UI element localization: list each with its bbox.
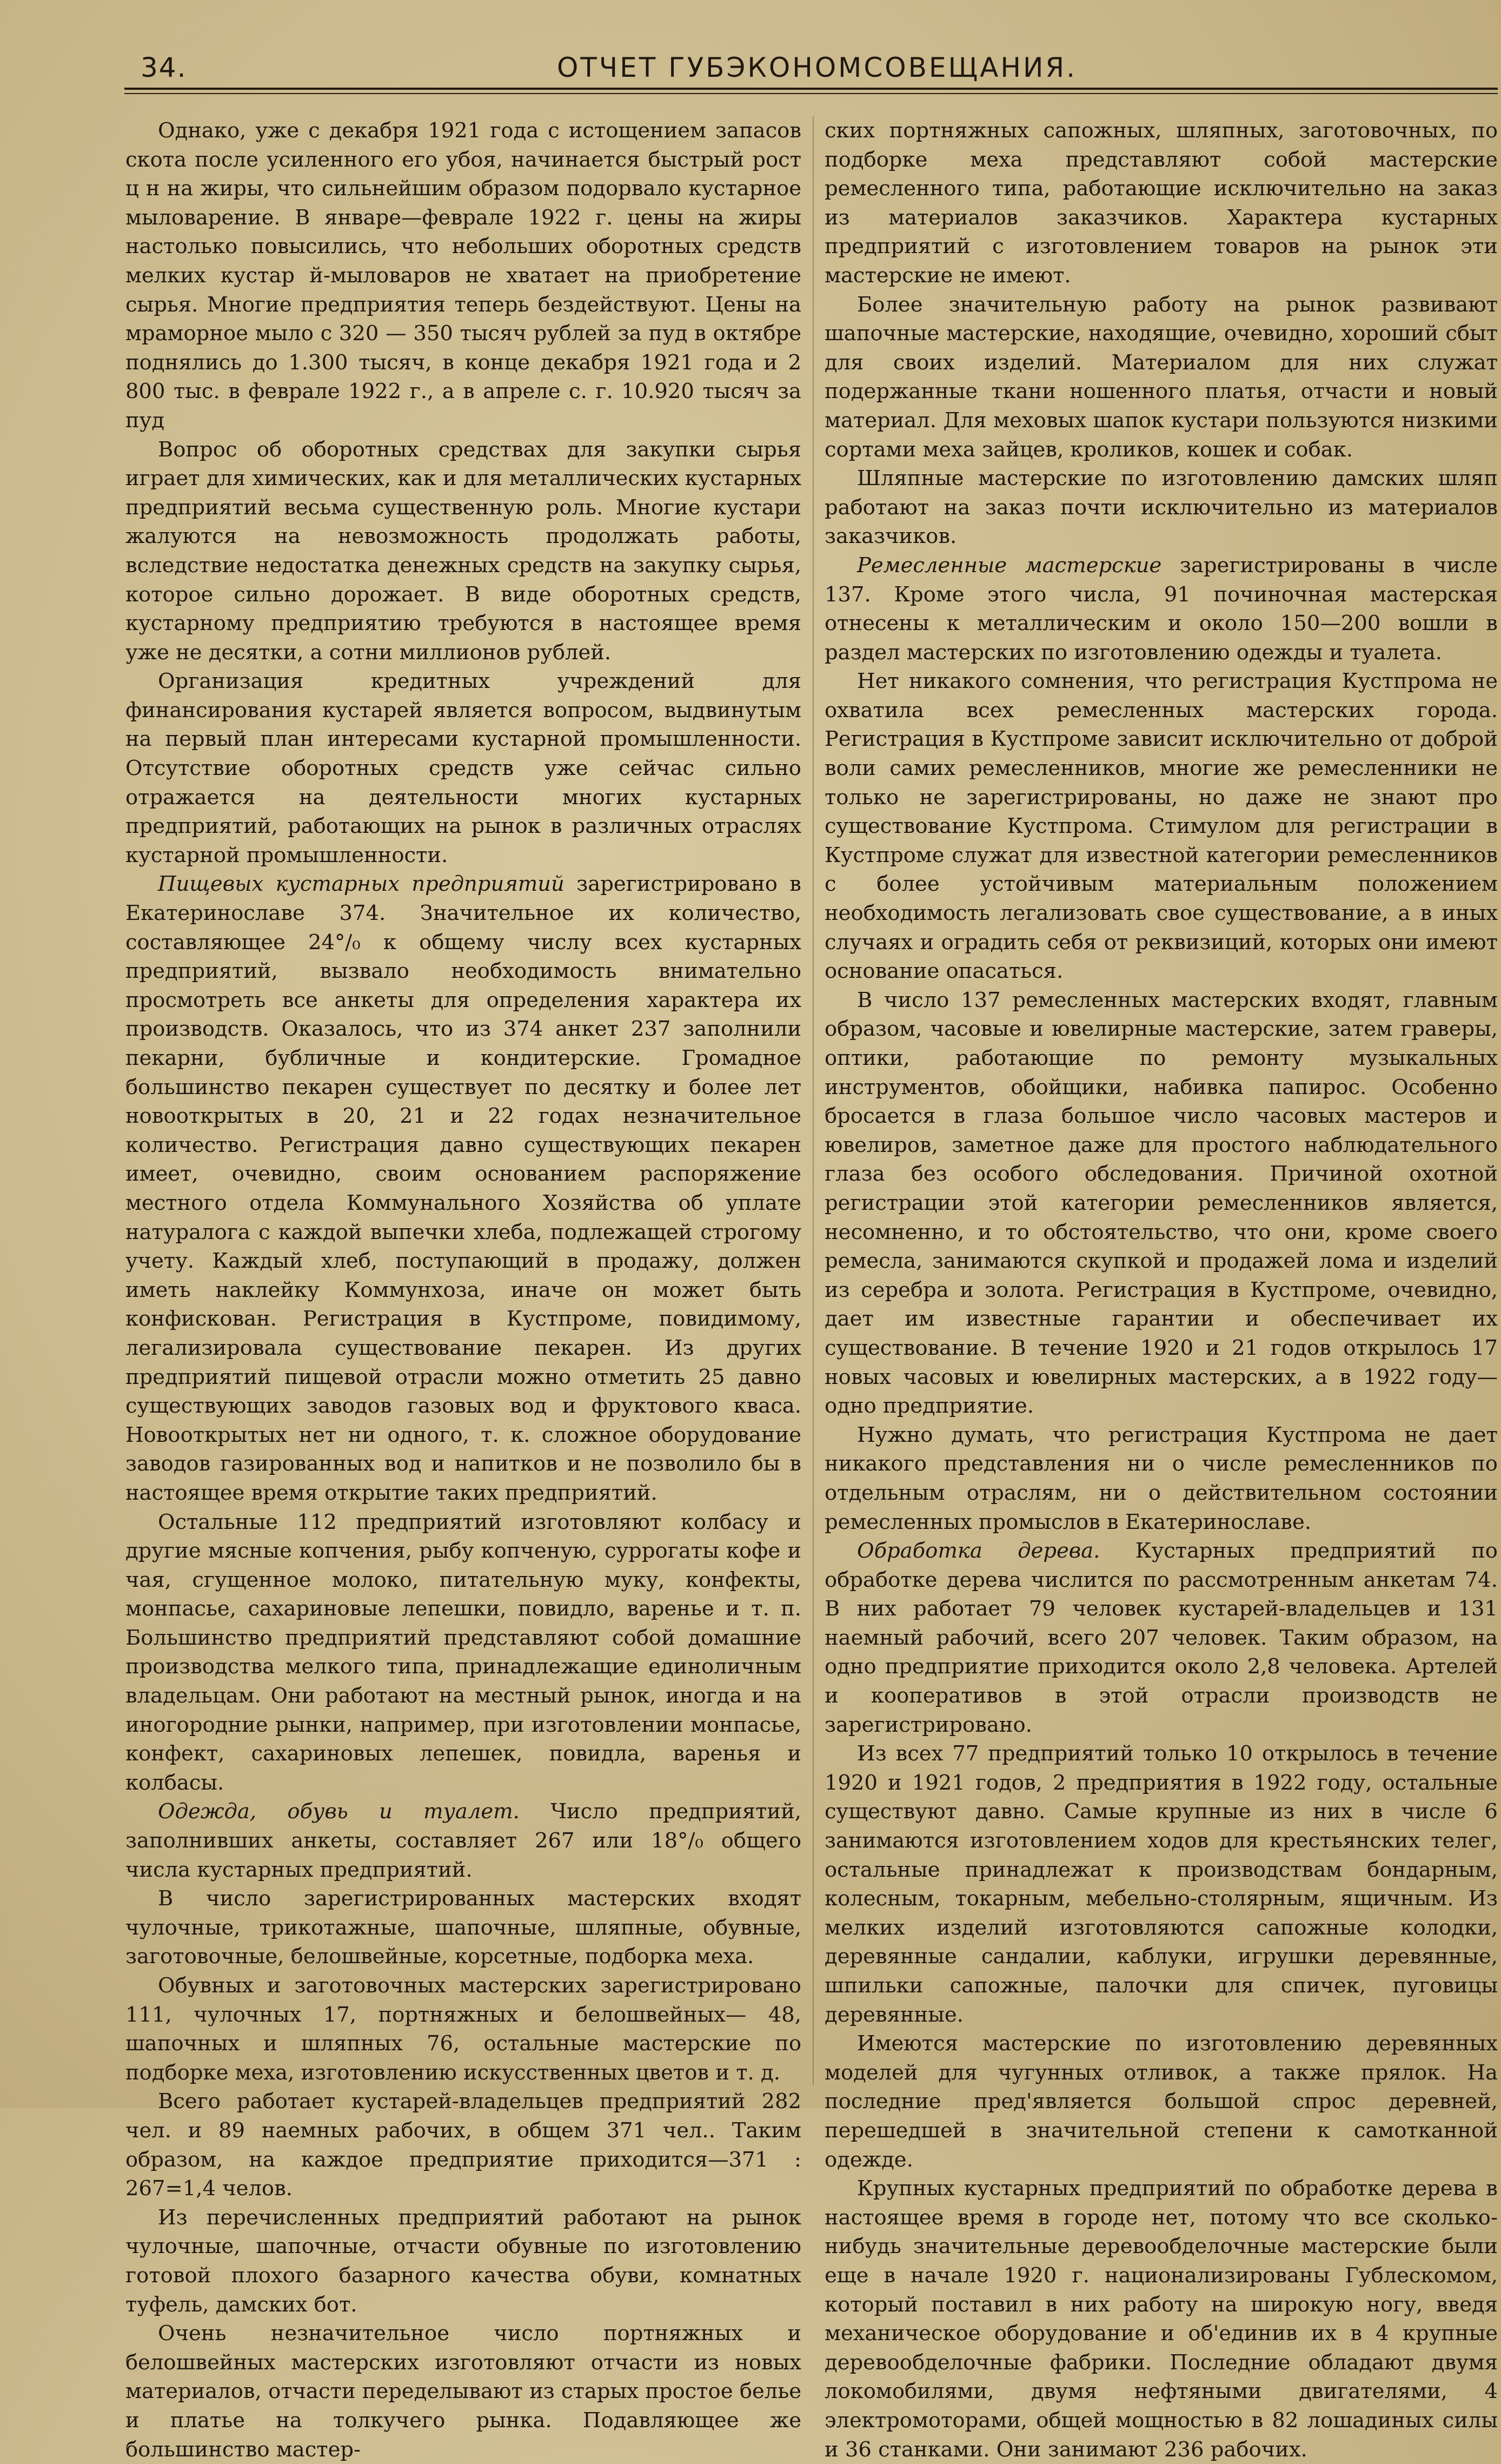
section-lead: Одежда, обувь и туалет.: [158, 1799, 520, 1824]
section-lead: Пищевых кустарных предприятий: [158, 872, 564, 897]
paragraph: Нет никакого сомнения, что регистрация Кустпрома не охватила всех ремесленных мастерских города. Регистрация в Кустпроме зависит исключительно от доброй воли самих ремесленников, многие же ремесленники не только не зарегистрированы, но даже не знают про существование Кустпрома. Стимулом для регистрации в Кустпроме служат для известной категории ремесленников с более устойчивым материальным положением необходимость легализовать свое существование, а в иных случаях и оградить себя от реквизиций, которых они имеют основание опасаться.: [825, 669, 1498, 984]
paragraph: Нужно думать, что регистрация Кустпрома не дает никакого представления ни о числе ремесленников по отдельным отраслям, ни о действительном состоянии ремесленных промыслов в Екатеринославе.: [825, 1422, 1498, 1534]
paragraph: Из перечисленных предприятий работают на рынок чулочные, шапочные, отчасти обувные по изготовлению готовой плохого базарного качества обуви, комнатных туфель, дамских бот.: [125, 2205, 801, 2317]
paragraph: Из всех 77 предприятий только 10 открылось в течение 1920 и 1921 годов, 2 предприятия в 1922 году, остальные существуют давно. Самые крупные из них в числе 6 занимаются изготовлением ходов для крестьянских телег, остальные принадлежат к производствам бондарным, колесным, токарным, мебельно-столярным, ящичным. Из мелких изделий изготовляются сапожные колодки, деревянные сандалии, каблуки, игрушки деревянные, шпильки сапожные, палочки для спичек, пуговицы деревянные.: [825, 1741, 1498, 2027]
section-lead: Ремесленные мастерские: [857, 553, 1162, 578]
paragraph: Организация кредитных учреждений для финансирования кустарей является вопросом, выдвинутым на первый план интересами кустарной промышленности. Отсутствие оборотных средств уже сейчас сильно отражается на деятельности многих кустарных предприятий, работающих на рынок в различных отраслях кустарной промышленности.: [125, 669, 801, 867]
paragraph: [125, 1797, 801, 1884]
paragraph: [125, 870, 801, 1507]
paragraph: [825, 551, 1498, 667]
paragraph: Более значительную работу на рынок развивают шапочные мастерские, находящие, очевидно, хороший сбыт для своих изделий. Материалом для них служат подержанные ткани ношенного платья, отчасти и новый материал. Для меховых шапок кустари пользуются низкими сортами меха зайцев, кроликов, кошек и собак.: [825, 292, 1498, 462]
paragraph-text: зарегистрировано в Екатеринославе 374. Значительное их количество, составляющее 24°/₀ к общему числу всех кустарных предприятий, вызвало необходимость внимательно просмотреть все анкеты для определения характера их производств. Оказалось, что из 374 анкет 237 заполнили пекарни, бубличные и кондитерские. Громадное большинство пекарен существует по десятку и более лет новооткрытых в 20, 21 и 22 годах незначительное количество. Регистрация давно существующих пекарен имеет, очевидно, своим основанием распоряжение местного отдела Коммунального Хозяйства об уплате натуралога с каждой выпечки хлеба, подлежащей строгому учету. Каждый хлеб, поступающий в продажу, должен иметь наклейку Коммунхоза, иначе он может быть конфискован. Регистрация в Кустпроме, повидимому, легализировала существование пекарен. Из других предприятий пищевой отрасли можно отметить 25 давно существующих заводов газовых вод и фруктового кваса. Новооткрытых нет ни одного, т. к. сложное оборудование заводов газированных вод и напитков и не позволило бы в настоящее время открытие таких предприятий.: [125, 872, 801, 1505]
column-divider: [813, 116, 814, 2085]
paragraph: Всего работает кустарей-владельцев предприятий 282 чел. и 89 наемных рабочих, в общем 371 чел.. Таким образом, на каждое предприятие приходится—371 : 267=1,4 челов.: [125, 2089, 801, 2201]
header-rule: [124, 88, 1498, 94]
paragraph-text: Число предприятий, заполнивших анкеты, составляет 267 или 18°/₀ общего числа кустарных предприятий.: [125, 1799, 801, 1882]
running-title: ОТЧЕТ ГУБЭКОНОМСОВЕЩАНИЯ.: [557, 52, 1078, 83]
paragraph: Вопрос об оборотных средствах для закупки сырья играет для химических, как и для металлических кустарных предприятий весьма существенную роль. Многие кустари жалуются на невозможность продолжать работы, вследствие недостатка денежных средств на закупку сырья, которое сильно дорожает. В виде оборотных средств, кустарному предприятию требуются в настоящее время уже не десятки, а сотни миллионов рублей.: [125, 437, 801, 665]
left-column: [125, 116, 801, 2462]
paragraph: Обувных и заготовочных мастерских зарегистрировано 111, чулочных 17, портняжных и белошвейных— 48, шапочных и шляпных 76, остальные мастерские по подборке меха, изготовлению искусственных цветов и т. д.: [125, 1973, 801, 2085]
paragraph: ских портняжных сапожных, шляпных, заготовочных, по подборке меха представляют собой мастерские ремесленного типа, работающие исключительно на заказ из материалов заказчиков. Характера кустарных предприятий с изготовлением товаров на рынок эти мастерские не имеют.: [825, 118, 1498, 288]
paragraph: Однако, уже с декабря 1921 года с истощением запасов скота после усиленного его убоя, начинается быстрый рост ц н на жиры, что сильнейшим образом подорвало кустарное мыловарение. В январе—феврале 1922 г. цены на жиры настолько повысились, что небольших оборотных средств мелких кустар й-мыловаров не хватает на приобретение сырья. Многие предприятия теперь бездействуют. Цены на мраморное мыло с 320 — 350 тысяч рублей за пуд в октябре поднялись до 1.300 тысяч, в конце декабря 1921 года и 2 800 тыс. в феврале 1922 г., а в апреле с. г. 10.920 тысяч за пуд: [125, 118, 801, 433]
paragraph: Остальные 112 предприятий изготовляют колбасу и другие мясные копчения, рыбу копченую, суррогаты кофе и чая, сгущенное молоко, питательную муку, конфекты, монпасье, сахариновые лепешки, повидло, варенье и т. п. Большинство предприятий представляют собой домашние производства мелкого типа, принадлежащие единоличным владельцам. Они работают на местный рынок, иногда и на иногородние рынки, например, при изготовлении монпасье, конфект, сахариновых лепешек, повидла, варенья и колбасы.: [125, 1509, 801, 1795]
paragraph-text: зарегистрированы в числе 137. Кроме этого числа, 91 починочная мастерская отнесены к металлическим и около 150—200 вошли в раздел мастерских по изготовлению одежды и туалета.: [825, 553, 1498, 665]
paragraph-text: Кустарных предприятий по обработке дерева числится по рассмотренным анкетам 74. В них работает 79 человек кустарей-владельцев и 131 наемный рабочий, всего 207 человек. Таким образом, на одно предприятие приходится около 2,8 человека. Артелей и кооперативов в этой отрасли производств не зарегистрировано.: [825, 1539, 1498, 1737]
page-number: 34.: [141, 52, 187, 83]
paragraph: Крупных кустарных предприятий по обработке дерева в настоящее время в городе нет, потому что все сколько-нибудь значительные деревообделочные мастерские были еще в начале 1920 г. национализированы Гублескомом, который поставил в них работу на широкую ногу, введя механическое оборудование и об'единив их в 4 крупные деревообделочные фабрики. Последние обладают двумя локомобилями, двумя нефтяными двигателями, 4 электромоторами, общей мощностью в 82 лошадиных силы и 36 станками. Они занимают 236 рабочих.: [825, 2176, 1498, 2462]
paragraph: Имеются мастерские по изготовлению деревянных моделей для чугунных отливок, а также прялок. На последние пред'является большой спрос деревней, перешедшей в значительной степени к самотканной одежде.: [825, 2031, 1498, 2172]
right-column: [825, 116, 1498, 2462]
paragraph: Шляпные мастерские по изготовлению дамских шляп работают на заказ почти исключительно из материалов заказчиков.: [825, 466, 1498, 549]
paragraph: [825, 1536, 1498, 1739]
section-lead: Обработка дерева.: [857, 1539, 1100, 1564]
paragraph: В число зарегистрированных мастерских входят чулочные, трикотажные, шапочные, шляпные, обувные, заготовочные, белошвейные, корсетные, подборка меха.: [125, 1886, 801, 1969]
paragraph: В число 137 ремесленных мастерских входят, главным образом, часовые и ювелирные мастерские, затем граверы, оптики, работающие по ремонту музыкальных инструментов, обойщики, набивка папирос. Особенно бросается в глаза большое число часовых мастеров и ювелиров, заметное даже для простого наблюдательного глаза без особого обследования. Причиной охотной регистрации этой категории ремесленников является, несомненно, и то обстоятельство, что они, кроме своего ремесла, занимаются скупкой и продажей лома и изделий из серебра и золота. Регистрация в Кустпроме, очевидно, дает им известные гарантии и обеспечивает их существование. В течение 1920 и 21 годов открылось 17 новых часовых и ювелирных мастерских, а в 1922 году—одно предприятие.: [825, 988, 1498, 1419]
paragraph: Очень незначительное число портняжных и белошвейных мастерских изготовляют отчасти из новых материалов, отчасти переделывают из старых простое белье и платье на толкучего рынка. Подавляющее же большинство мастер-: [125, 2321, 801, 2462]
